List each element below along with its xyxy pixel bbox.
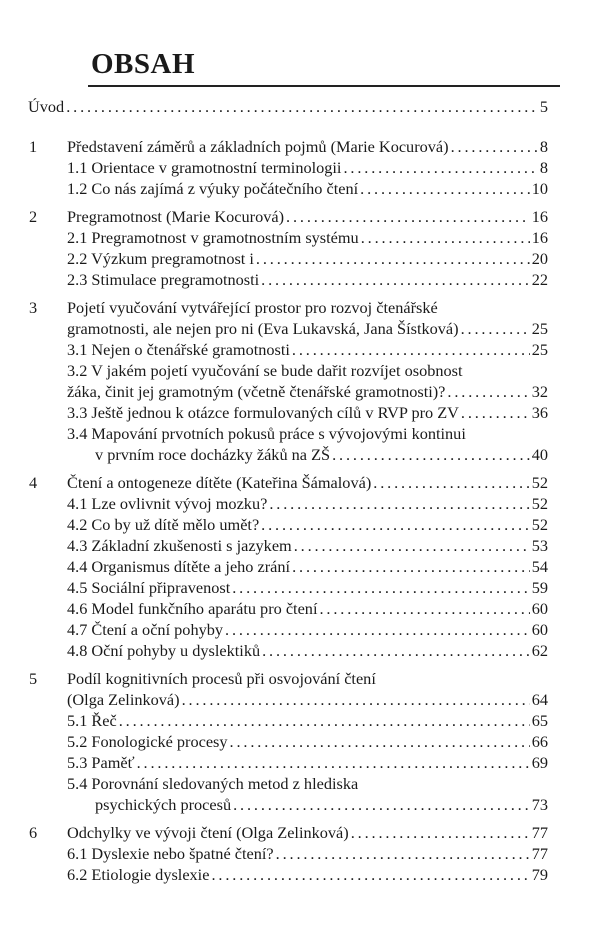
toc-entry-intro bbox=[0, 96, 600, 117]
toc-section bbox=[0, 773, 600, 794]
toc-section bbox=[0, 640, 600, 661]
entry-title: 1.1 Orientace v gramotnostní terminologii bbox=[67, 158, 342, 177]
chapter-number: 2 bbox=[29, 207, 38, 226]
page-number: 16 bbox=[531, 228, 548, 247]
toc-chapter-2 bbox=[0, 206, 600, 227]
toc-section bbox=[0, 752, 600, 773]
title-rule bbox=[88, 85, 560, 87]
entry-title: Pojetí vyučování vytvářející prostor pro rozvoj čtenářské bbox=[67, 298, 438, 317]
toc-section bbox=[0, 514, 600, 535]
dot-leader bbox=[332, 444, 530, 465]
toc-section bbox=[0, 227, 600, 248]
toc-section bbox=[0, 269, 600, 290]
chapter-number: 5 bbox=[29, 669, 38, 688]
toc-section bbox=[0, 535, 600, 556]
toc-section bbox=[0, 843, 600, 864]
entry-title: 4.4 Organismus dítěte a jeho zrání bbox=[67, 557, 291, 576]
page-title: OBSAH bbox=[91, 48, 196, 80]
entry-title: 4.7 Čtení a oční pohyby bbox=[67, 620, 224, 639]
dot-leader bbox=[119, 710, 530, 731]
toc-section bbox=[0, 178, 600, 199]
toc-chapter-1 bbox=[0, 136, 600, 157]
toc-section bbox=[0, 493, 600, 514]
chapter-number: 6 bbox=[29, 823, 38, 842]
entry-title: 5.2 Fonologické procesy bbox=[67, 732, 228, 751]
page-number: 60 bbox=[531, 599, 548, 618]
page-number: 62 bbox=[531, 641, 548, 660]
page-number: 79 bbox=[531, 865, 548, 884]
dot-leader bbox=[294, 535, 530, 556]
toc-section bbox=[0, 731, 600, 752]
dot-leader bbox=[182, 689, 530, 710]
dot-leader bbox=[292, 339, 530, 360]
page-number: 52 bbox=[531, 494, 548, 513]
entry-title: gramotnosti, ale nejen pro ni (Eva Lukavská, Jana Šístková) bbox=[67, 319, 459, 338]
page-number: 64 bbox=[531, 690, 548, 709]
toc-section bbox=[0, 381, 600, 402]
toc-section bbox=[0, 710, 600, 731]
dot-leader bbox=[292, 556, 530, 577]
dot-leader bbox=[261, 269, 530, 290]
entry-title: Podíl kognitivních procesů při osvojování čtení bbox=[67, 669, 376, 688]
page-number: 8 bbox=[539, 158, 548, 177]
entry-title: 4.8 Oční pohyby u dyslektiků bbox=[67, 641, 261, 660]
page-number: 53 bbox=[531, 536, 548, 555]
entry-title: 2.2 Výzkum pregramotnost i bbox=[67, 249, 254, 268]
page-number: 8 bbox=[539, 137, 548, 156]
entry-title: v prvním roce docházky žáků na ZŠ bbox=[95, 445, 331, 464]
dot-leader bbox=[319, 598, 529, 619]
page-number: 66 bbox=[531, 732, 548, 751]
entry-title: 3.4 Mapování prvotních pokusů práce s vývojovými kontinui bbox=[67, 424, 466, 443]
toc-chapter-5 bbox=[0, 689, 600, 710]
dot-leader bbox=[225, 619, 530, 640]
dot-leader bbox=[461, 402, 530, 423]
toc-chapter-3 bbox=[0, 297, 600, 318]
page-number: 60 bbox=[531, 620, 548, 639]
dot-leader bbox=[351, 822, 530, 843]
dot-leader bbox=[286, 206, 530, 227]
dot-leader bbox=[361, 227, 530, 248]
dot-leader bbox=[461, 318, 530, 339]
entry-title: Představení záměrů a základních pojmů (Marie Kocurová) bbox=[67, 137, 449, 156]
toc-section bbox=[0, 556, 600, 577]
entry-title: Odchylky ve vývoji čtení (Olga Zelinková) bbox=[67, 823, 349, 842]
dot-leader bbox=[373, 472, 529, 493]
page-number: 73 bbox=[531, 795, 548, 814]
toc-section bbox=[0, 402, 600, 423]
dot-leader bbox=[233, 794, 530, 815]
entry-title: žáka, činit jej gramotným (včetně čtenářské gramotnosti)? bbox=[67, 382, 446, 401]
entry-title: 4.3 Základní zkušenosti s jazykem bbox=[67, 536, 292, 555]
toc-section bbox=[0, 339, 600, 360]
entry-title: 6.2 Etiologie dyslexie bbox=[67, 865, 210, 884]
dot-leader bbox=[360, 178, 530, 199]
page-number: 36 bbox=[531, 403, 548, 422]
dot-leader bbox=[261, 514, 530, 535]
toc-section bbox=[0, 794, 600, 815]
entry-title: 3.2 V jakém pojetí vyučování se bude dařit rozvíjet osobnost bbox=[67, 361, 463, 380]
entry-title: 2.1 Pregramotnost v gramotnostním systému bbox=[67, 228, 359, 247]
page-number: 20 bbox=[531, 249, 548, 268]
page-number: 52 bbox=[531, 515, 548, 534]
entry-title: 4.1 Lze ovlivnit vývoj mozku? bbox=[67, 494, 268, 513]
dot-leader bbox=[137, 752, 530, 773]
page-number: 77 bbox=[531, 844, 548, 863]
toc-chapter-4 bbox=[0, 472, 600, 493]
entry-title: Úvod bbox=[28, 97, 65, 116]
page-number: 65 bbox=[531, 711, 548, 730]
toc-section bbox=[0, 444, 600, 465]
entry-title: 1.2 Co nás zajímá z výuky počátečního čtení bbox=[67, 179, 359, 198]
page-number: 59 bbox=[531, 578, 548, 597]
toc-section bbox=[0, 864, 600, 885]
page-number: 25 bbox=[531, 340, 548, 359]
entry-title: (Olga Zelinková) bbox=[67, 690, 180, 709]
dot-leader bbox=[256, 248, 530, 269]
dot-leader bbox=[262, 640, 530, 661]
entry-title: psychických procesů bbox=[95, 795, 232, 814]
entry-title: Pregramotnost (Marie Kocurová) bbox=[67, 207, 285, 226]
page-number: 32 bbox=[531, 382, 548, 401]
dot-leader bbox=[230, 731, 530, 752]
entry-title: 6.1 Dyslexie nebo špatné čtení? bbox=[67, 844, 274, 863]
page-number: 22 bbox=[531, 270, 548, 289]
toc-section bbox=[0, 619, 600, 640]
dot-leader bbox=[343, 157, 537, 178]
chapter-number: 3 bbox=[29, 298, 38, 317]
toc-section bbox=[0, 157, 600, 178]
toc-section bbox=[0, 248, 600, 269]
entry-title: 5.3 Paměť bbox=[67, 753, 135, 772]
entry-title: Čtení a ontogeneze dítěte (Kateřina Šámalová) bbox=[67, 473, 372, 492]
page-number: 16 bbox=[531, 207, 548, 226]
toc-section bbox=[0, 598, 600, 619]
entry-title: 3.3 Ještě jednou k otázce formulovaných cílů v RVP pro ZV bbox=[67, 403, 459, 422]
page-number: 54 bbox=[531, 557, 548, 576]
dot-leader bbox=[451, 136, 538, 157]
toc-section bbox=[0, 577, 600, 598]
entry-title: 4.6 Model funkčního aparátu pro čtení bbox=[67, 599, 318, 618]
dot-leader bbox=[211, 864, 529, 885]
page-number: 69 bbox=[531, 753, 548, 772]
page-number: 5 bbox=[539, 97, 548, 116]
toc-chapter-6 bbox=[0, 822, 600, 843]
toc-section bbox=[0, 360, 600, 381]
page-number: 52 bbox=[531, 473, 548, 492]
entry-title: 3.1 Nejen o čtenářské gramotnosti bbox=[67, 340, 290, 359]
page-number: 40 bbox=[531, 445, 548, 464]
toc-section bbox=[0, 423, 600, 444]
toc-chapter-5 bbox=[0, 668, 600, 689]
entry-title: 5.4 Porovnání sledovaných metod z hlediska bbox=[67, 774, 359, 793]
page-number: 77 bbox=[531, 823, 548, 842]
chapter-number: 4 bbox=[29, 473, 38, 492]
dot-leader bbox=[269, 493, 529, 514]
dot-leader bbox=[232, 577, 529, 598]
dot-leader bbox=[66, 96, 538, 117]
toc-chapter-3 bbox=[0, 318, 600, 339]
entry-title: 4.5 Sociální připravenost bbox=[67, 578, 231, 597]
dot-leader bbox=[276, 843, 530, 864]
entry-title: 2.3 Stimulace pregramotnosti bbox=[67, 270, 260, 289]
dot-leader bbox=[447, 381, 529, 402]
entry-title: 5.1 Řeč bbox=[67, 711, 117, 730]
chapter-number: 1 bbox=[29, 137, 38, 156]
entry-title: 4.2 Co by už dítě mělo umět? bbox=[67, 515, 260, 534]
page-number: 10 bbox=[531, 179, 548, 198]
page-number: 25 bbox=[531, 319, 548, 338]
